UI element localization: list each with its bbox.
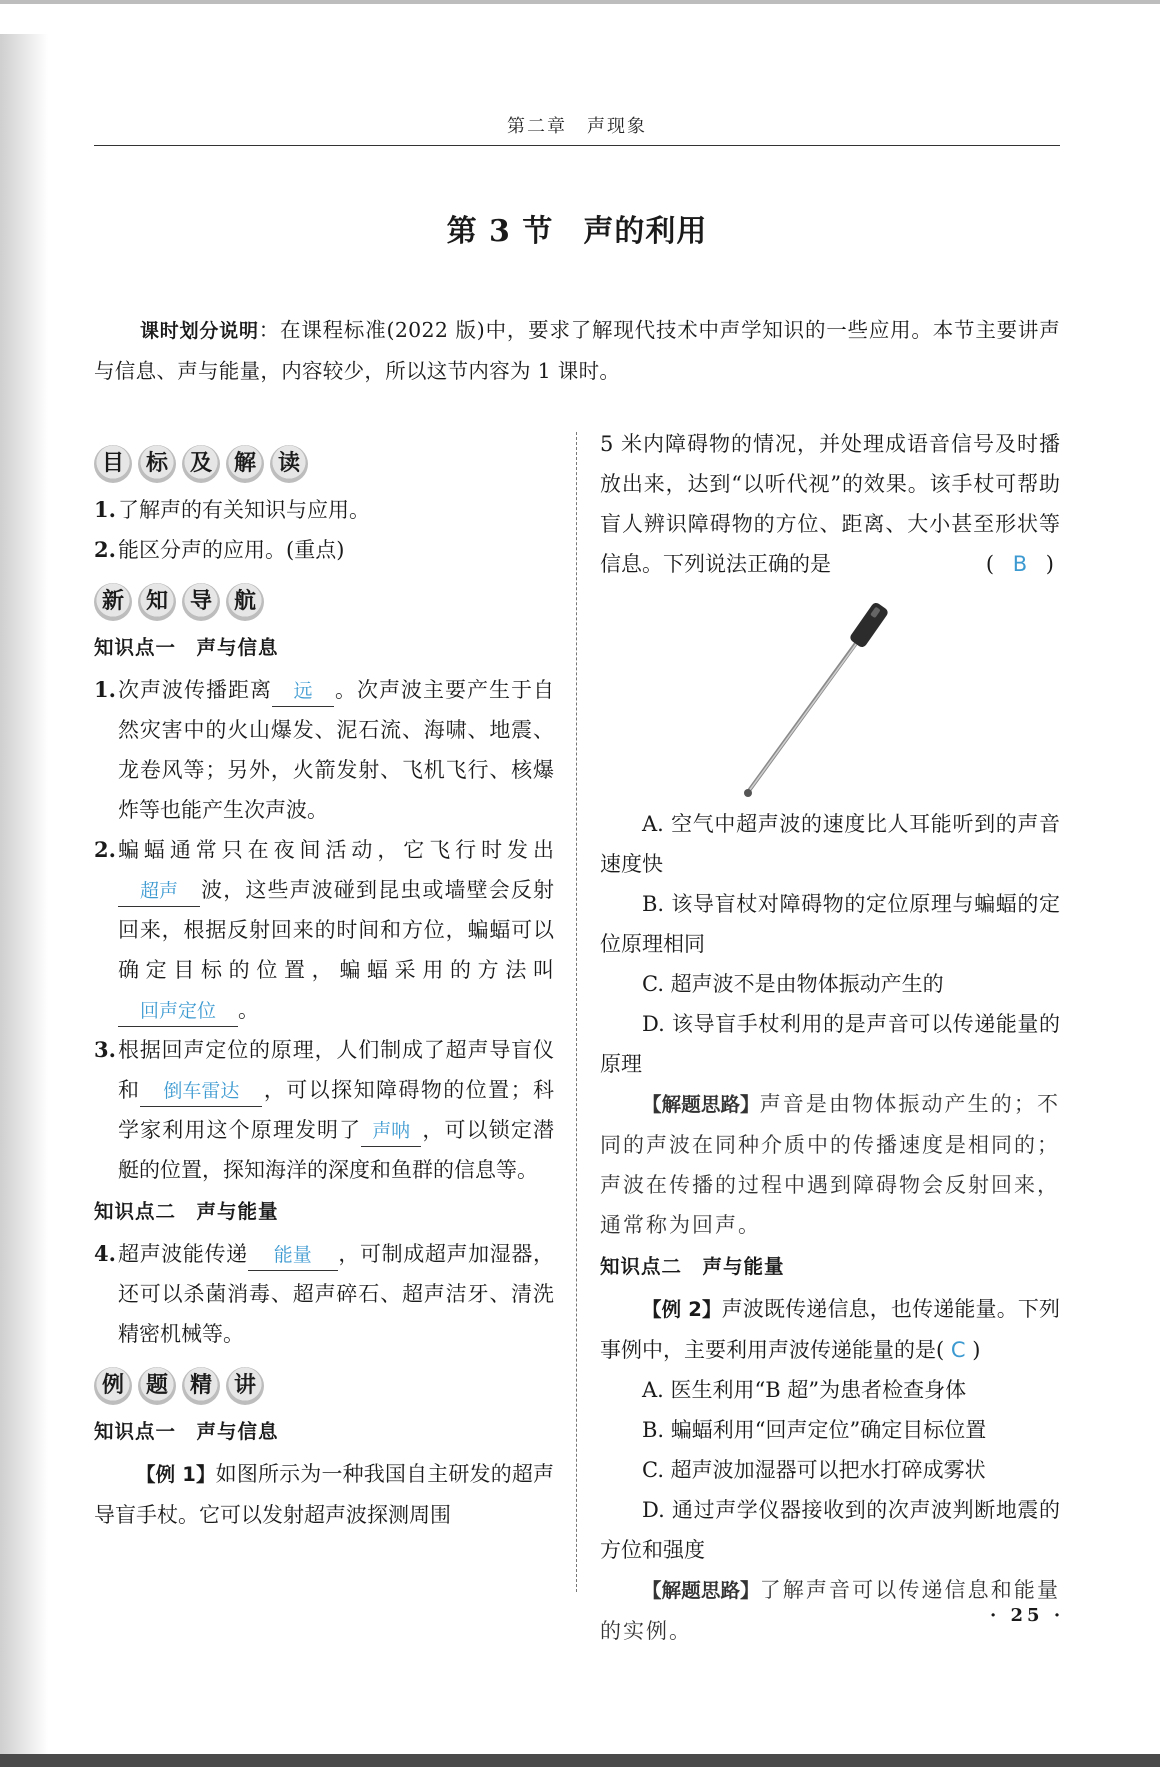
option: C. 超声波加湿器可以把水打碎成雾状: [642, 1458, 986, 1482]
heading-badge: 航: [226, 583, 264, 621]
option: D. 通过声学仪器接收到的次声波判断地震的方位和强度: [600, 1498, 1060, 1562]
spine-shadow: [0, 34, 48, 1754]
heading-badge: 解: [226, 445, 264, 483]
option: A. 空气中超声波的速度比人耳能听到的声音速度快: [600, 812, 1060, 876]
example-text: 声波既传递信息，也传递能量。下列事例中，主要利用声波传递能量的是: [600, 1297, 1061, 1362]
goal-item: [94, 490, 554, 530]
section-number: 第 3 节: [446, 214, 554, 249]
new-knowledge-heading: [94, 578, 554, 626]
cane-figure: [600, 588, 1060, 804]
heading-badge: 题: [138, 1367, 176, 1405]
answer-parentheses: ( C ): [936, 1338, 981, 1362]
example-text: 5 米内障碍物的情况，并处理成语音信号及时播放出来，达到“以听代视”的效果。该手杖可帮助盲人辨识障碍物的方位、距离、大小甚至形状等信息。下列说法正确的是: [600, 432, 1060, 576]
option: A. 医生利用“B 超”为患者检查身体: [642, 1378, 967, 1402]
section-name: 声的利用: [583, 214, 708, 249]
heading-badge: 知: [138, 583, 176, 621]
answer-blank: 倒车雷达: [140, 1076, 262, 1107]
answer-blank: 能量: [248, 1240, 338, 1271]
intro-text: ：在课程标准(2022 版)中，要求了解现代技术中声学知识的一些应用。本节主要讲声与信息、声与能量，内容较少，所以这节内容为 1 课时。: [94, 318, 1060, 383]
example-2-answer: C: [950, 1338, 966, 1362]
heading-badge: 例: [94, 1367, 132, 1405]
example-text: 如图所示为一种我国自主研发的超声导盲手杖。它可以发射超声波探测周围: [94, 1462, 555, 1527]
running-head: 第二章 声现象: [507, 116, 647, 137]
item-text: 根据回声定位的原理，人们制成了超声导盲仪和: [118, 1038, 554, 1102]
heading-badge: 及: [182, 445, 220, 483]
answer-blank: 超声: [118, 876, 200, 907]
column-divider: [576, 432, 577, 1592]
option: D. 该导盲手杖利用的是声音可以传递能量的原理: [600, 1012, 1060, 1076]
item-number: 3.: [94, 1037, 116, 1062]
option: C. 超声波不是由物体振动产生的: [642, 972, 944, 996]
ultrasonic-cane-image: [730, 594, 930, 804]
heading-badge: 精: [182, 1367, 220, 1405]
item-number: 4.: [94, 1241, 116, 1266]
goal-number: 2.: [94, 537, 116, 562]
page-number: · 25 ·: [990, 1605, 1065, 1626]
knowledge-point-title: 知识点一 声与信息: [94, 636, 279, 659]
intro-paragraph: [94, 310, 1060, 391]
item-text: 次声波传播距离: [118, 678, 272, 702]
hint-text: 声音是由物体振动产生的；不同的声波在同种介质中的传播速度是相同的；声波在传播的过程中遇到障碍物会反射回来，通常称为回声。: [600, 1092, 1060, 1237]
item-text: 超声波能传递: [118, 1242, 248, 1266]
option: B. 该导盲杖对障碍物的定位原理与蝙蝠的定位原理相同: [600, 892, 1060, 956]
knowledge-item: [94, 1234, 554, 1354]
heading-badge: 讲: [226, 1367, 264, 1405]
knowledge-item: [94, 830, 554, 1030]
knowledge-point-title: 知识点一 声与信息: [94, 1420, 279, 1443]
knowledge-item: [94, 1030, 554, 1190]
answer-parentheses: ( B ): [985, 552, 1060, 576]
heading-badge: 目: [94, 445, 132, 483]
heading-badge: 导: [182, 583, 220, 621]
knowledge-item: [94, 670, 554, 830]
knowledge-point-title: 知识点二 声与能量: [94, 1200, 279, 1223]
goals-heading: [94, 440, 554, 488]
hint-text: 了解声音可以传递信息和能量的实例。: [600, 1578, 1060, 1643]
left-column: [94, 432, 554, 1535]
knowledge-point-title: 知识点二 声与能量: [600, 1255, 785, 1278]
item-number: 1.: [94, 677, 116, 702]
item-number: 2.: [94, 837, 116, 862]
solution-hint: [600, 1084, 1060, 1245]
bottom-edge: [0, 1754, 1160, 1767]
item-text: ，可制成超声加湿器，还可以杀菌消毒、超声碎石、超声洁牙、清洗精密机械等。: [118, 1242, 554, 1346]
answer-blank: 回声定位: [118, 996, 238, 1027]
option: B. 蝙蝠利用“回声定位”确定目标位置: [642, 1418, 987, 1442]
heading-badge: 读: [270, 445, 308, 483]
example-1-stem-continued: [600, 424, 1060, 584]
hint-label: 【解题思路】: [642, 1093, 760, 1116]
heading-badge: 新: [94, 583, 132, 621]
item-text: 。: [238, 998, 259, 1022]
answer-blank: 声呐: [361, 1116, 421, 1147]
example-1-stem: [94, 1454, 554, 1535]
item-text: ，可以锁定潜艇的位置，探知海洋的深度和鱼群的信息等。: [118, 1118, 555, 1182]
examples-heading: [94, 1362, 554, 1410]
example-1-answer: B: [1012, 552, 1034, 576]
item-text: ，可以探知障碍物的位置；科学家利用这个原理发明了: [118, 1078, 555, 1142]
answer-blank: 远: [272, 676, 334, 707]
item-text: 。次声波主要产生于自然灾害中的火山爆发、泥石流、海啸、地震、龙卷风等；另外，火箭发射、飞机飞行、核爆炸等也能产生次声波。: [118, 678, 554, 822]
section-title: [94, 206, 1060, 250]
example-label: 【例 1】: [136, 1463, 216, 1486]
example-2-stem: [600, 1289, 1060, 1370]
example-label: 【例 2】: [642, 1298, 722, 1321]
goal-item: [94, 530, 554, 570]
right-column: [600, 424, 1060, 1651]
goal-text: 了解声的有关知识与应用。: [118, 498, 370, 522]
intro-label: 课时划分说明: [140, 320, 259, 342]
heading-badge: 标: [138, 445, 176, 483]
goal-number: 1.: [94, 497, 116, 522]
goal-text: 能区分声的应用。(重点): [118, 538, 345, 562]
item-text: 蝙蝠通常只在夜间活动，它飞行时发出: [118, 838, 554, 862]
hint-label: 【解题思路】: [642, 1579, 760, 1602]
item-text: 波，这些声波碰到昆虫或墙壁会反射回来，根据反射回来的时间和方位，蝙蝠可以确定目标的位置，蝙蝠采用的方法叫: [118, 878, 554, 982]
header-rule: [94, 145, 1060, 146]
